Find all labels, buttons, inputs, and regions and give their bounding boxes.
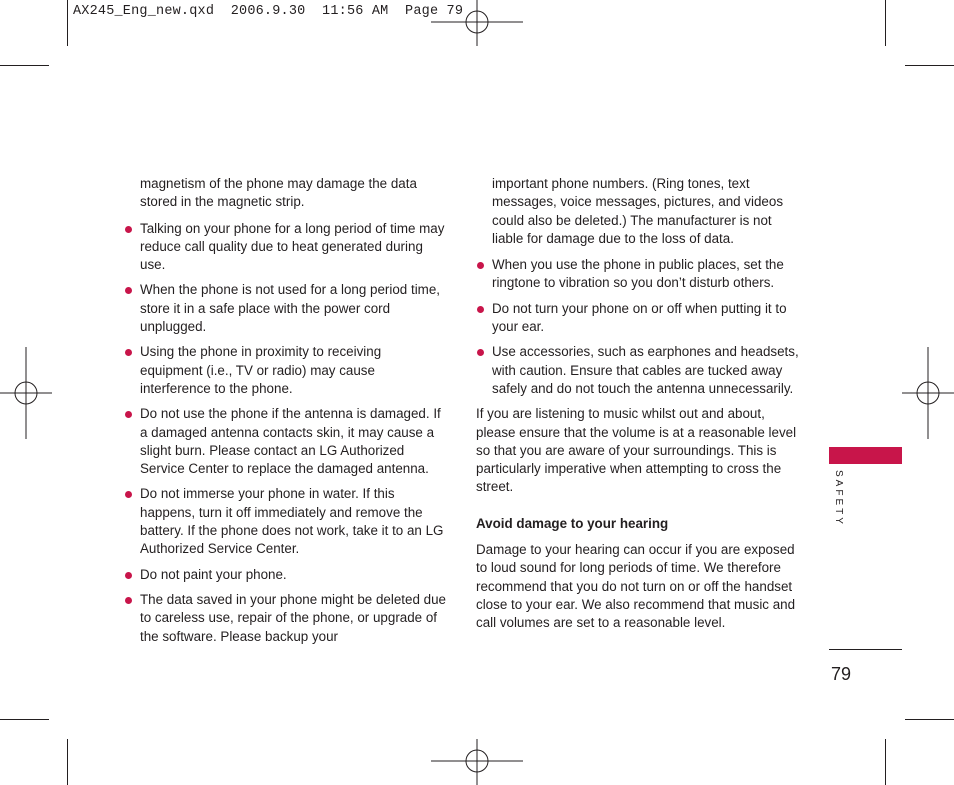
bullet-dot-icon	[125, 491, 132, 498]
crop-mark-top-left-v	[67, 0, 68, 46]
list-item-text: Use accessories, such as earphones and headsets, with caution. Ensure that cables are tucked away safely and do not touch the antenna unnecessarily.	[492, 344, 799, 396]
list-item	[476, 343, 802, 398]
crop-mark-bottom-left-h	[0, 719, 49, 720]
section-tab-marker	[829, 447, 902, 464]
right-intro-text: important phone numbers. (Ring tones, text messages, voice messages, pictures, and videos could also be deleted.) The manufacturer is not liable for damage due to the loss of data.	[492, 176, 784, 246]
bullet-dot-icon	[125, 226, 132, 233]
list-item-text: Do not immerse your phone in water. If this happens, turn it off immediately and remove the battery. If the phone does not work, take it to an LG Authorized Service Center.	[140, 486, 444, 557]
section-paragraph: Damage to your hearing can occur if you are exposed to loud sound for long periods of time. We therefore recommend that you do not turn on or off the handset close to your ear. We also recommend that music and call volumes are set to a reasonable level.	[476, 542, 796, 631]
list-item-text: Talking on your phone for a long period of time may reduce call quality due to heat generated during use.	[140, 220, 445, 273]
left-column	[124, 175, 446, 653]
section-label: SAFETY	[833, 470, 844, 527]
list-item-text: When you use the phone in public places, set the ringtone to vibration so you don’t disturb others.	[492, 257, 784, 291]
crop-mark-top-left-h	[0, 65, 49, 66]
bullet-dot-icon	[125, 411, 132, 418]
crop-mark-top-right-h	[905, 65, 954, 66]
list-item	[124, 220, 446, 275]
registration-mark-top-icon	[431, 0, 523, 46]
list-item	[124, 405, 446, 478]
bullet-dot-icon	[477, 262, 484, 269]
registration-mark-right-icon	[902, 347, 954, 439]
page-number-rule	[829, 649, 902, 650]
left-intro-text: magnetism of the phone may damage the data stored in the magnetic strip.	[140, 176, 417, 210]
list-item	[476, 300, 802, 337]
list-item	[124, 485, 446, 558]
section-heading: Avoid damage to your hearing	[476, 515, 669, 531]
registration-mark-bottom-icon	[431, 739, 523, 785]
registration-mark-left-icon	[0, 347, 52, 439]
bullet-dot-icon	[477, 349, 484, 356]
crop-mark-top-right-v	[885, 0, 886, 46]
list-item-text: Using the phone in proximity to receiving equipment (i.e., TV or radio) may cause interference to the phone.	[140, 344, 382, 396]
bullet-dot-icon	[125, 287, 132, 294]
print-slug: AX245_Eng_new.qxd 2006.9.30 11:56 AM Page 79	[73, 4, 464, 19]
list-item-text: The data saved in your phone might be deleted due to careless use, repair of the phone, or upgrade of the software. Please backup your	[140, 591, 446, 644]
bullet-dot-icon	[125, 572, 132, 579]
crop-mark-bottom-left-v	[67, 739, 68, 785]
list-item	[124, 281, 446, 336]
list-item	[124, 591, 446, 646]
bullet-dot-icon	[477, 306, 484, 313]
crop-mark-bottom-right-v	[885, 739, 886, 785]
crop-mark-bottom-right-h	[905, 719, 954, 720]
right-column	[476, 175, 802, 641]
list-item-text: Do not turn your phone on or off when putting it to your ear.	[492, 300, 787, 335]
bullet-dot-icon	[125, 349, 132, 356]
list-item	[124, 566, 446, 584]
list-item	[476, 256, 802, 293]
page-number: 79	[831, 664, 852, 684]
bullet-dot-icon	[125, 597, 132, 604]
list-item-text: When the phone is not used for a long period time, store it in a safe place with the power cord unplugged.	[140, 282, 440, 335]
list-item-text: Do not paint your phone.	[140, 566, 287, 582]
list-item	[124, 343, 446, 398]
body-paragraph: If you are listening to music whilst out and about, please ensure that the volume is at a reasonable level so that you are aware of your surroundings. This is particularly imperative when attempting to cross the street.	[476, 406, 797, 495]
list-item-text: Do not use the phone if the antenna is damaged. If a damaged antenna contacts skin, it may cause a slight burn. Please contact an LG Authorized Service Center to replace the damaged antenna.	[140, 406, 441, 477]
